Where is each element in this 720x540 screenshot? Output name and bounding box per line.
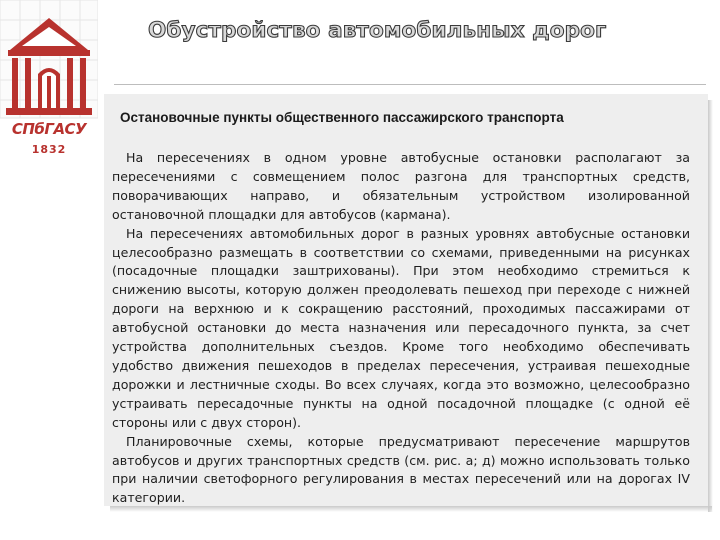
university-logo bbox=[0, 0, 98, 168]
paragraph: На пересечениях автомобильных дорог в разных уровнях автобусные остановки целесообразно размещать в соответствии со схемами, приведенными на рисунках (посадочные площадки заштрихованы). При этом необходимо стремиться к снижению высоты, которую должен преодолевать пешеход при переходе с нижней дороги на верхнюю и к сокращению расстояний, проходимых пассажирами от автобусной остановки до места назначения или пересадочного пункта, за счет устройства дополнительных съездов. Кроме того необходимо обеспечивать удобство движения пешеходов в пределах пересечения, устраивая пешеходные дорожки и лестничные сходы. Во всех случаях, когда это возможно, целесообразно устраивать пересадочные пункты на одной посадочной площадке (с одной её стороны или с двух сторон). bbox=[112, 225, 690, 430]
building-facade-icon bbox=[0, 0, 98, 125]
logo-year: 1832 bbox=[31, 143, 67, 156]
logo-caption: СПбГАСУ bbox=[11, 120, 87, 138]
paragraph: На пересечениях в одном уровне автобусные остановки располагают за пересечениями с совмещением полос разгона для транспортных средств, поворачивающих направо, и обязательным устройством изолированной остановочной площадки для автобусов (кармана). bbox=[112, 150, 690, 222]
page-title: Обустройство автомобильных дорог bbox=[148, 18, 607, 43]
body-text bbox=[112, 149, 690, 508]
paragraph: Планировочные схемы, которые предусматривают пересечение маршрутов автобусов и других транспортных средств (см. рис. а; д) можно использовать только при наличии светофорного регулирования в местах пересечений или на дорогах IV категории. bbox=[112, 433, 690, 506]
section-heading: Остановочные пункты общественного пассажирского транспорта bbox=[120, 110, 564, 125]
title-divider bbox=[114, 84, 706, 85]
card-shadow bbox=[708, 100, 713, 512]
